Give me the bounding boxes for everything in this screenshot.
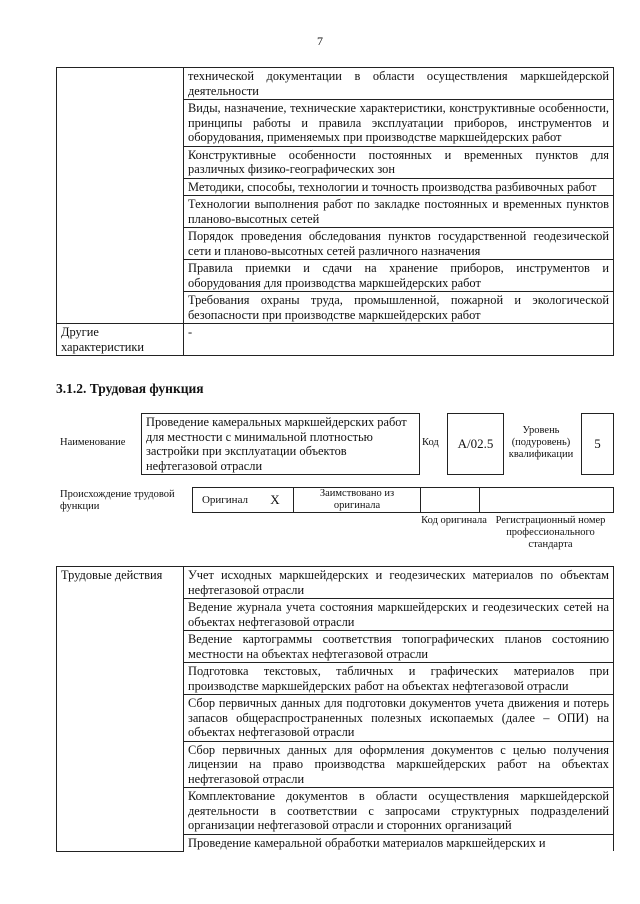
reg-number-cell <box>480 488 614 513</box>
function-code-box: А/02.5 <box>447 413 504 475</box>
name-label: Наименование <box>60 437 126 448</box>
knowledge-item: Виды, назначение, технические характеристики, конструктивные особенности, принципы работы и правила эксплуатации приборов, инструментов и оборудования, применяемых при производстве маркшейдерских работ <box>184 100 614 147</box>
labor-action: Учет исходных маркшейдерских и геодезических материалов по объектам нефтегазовой отрасли <box>184 567 614 599</box>
labor-actions-table <box>56 566 614 852</box>
knowledge-item: Порядок проведения обследования пунктов государственной геодезической сети и планово-высотных сетей различного назначения <box>184 228 614 260</box>
labor-action: Ведение картограммы соответствия топографических планов состоянию местности на объектах нефтегазовой отрасли <box>184 631 614 663</box>
code-label: Код <box>422 437 439 448</box>
original-label: Оригинал <box>193 488 258 513</box>
labor-action: Проведение камеральной обработки материалов маркшейдерских и <box>184 834 614 851</box>
knowledge-item: Технологии выполнения работ по закладке постоянных и временных пунктов планово-высотных сетей <box>184 196 614 228</box>
knowledge-item: Требования охраны труда, промышленной, пожарной и экологической безопасности при производстве маркшейдерских работ <box>184 292 614 324</box>
table-row <box>57 324 614 356</box>
row-label <box>57 68 184 324</box>
knowledge-item: Методики, способы, технологии и точность производства разбивочных работ <box>184 178 614 196</box>
function-name-box: Проведение камеральных маркшейдерских работ для местности с минимальной плотностью застройки при эксплуатации объектов нефтегазовой отрасли <box>141 413 420 475</box>
labor-action: Сбор первичных данных для оформления документов с целью получения лицензии на право производства маркшейдерских работ на объектах нефтегазовой отрасли <box>184 741 614 788</box>
code-cell <box>421 488 480 513</box>
borrowed-label: Заимствовано из оригинала <box>294 488 421 513</box>
table-row <box>193 488 614 513</box>
original-mark: Х <box>257 488 294 513</box>
code-caption: Код оригинала <box>421 515 487 526</box>
table-row <box>57 567 614 599</box>
level-label: Уровень (подуровень) квалификации <box>508 425 574 460</box>
origin-label: Происхождение трудовой функции <box>60 489 175 512</box>
other-characteristics-label: Другие характеристики <box>57 324 184 356</box>
labor-action: Подготовка текстовых, табличных и графических материалов при производстве маркшейдерских работ на объектах нефтегазовой отрасли <box>184 663 614 695</box>
knowledge-table <box>56 67 614 356</box>
knowledge-item: технической документации в области осуществления маркшейдерской деятельности <box>184 68 614 100</box>
qualification-level-box: 5 <box>581 413 614 475</box>
table-row <box>57 68 614 100</box>
labor-action: Ведение журнала учета состояния маркшейдерских и геодезических сетей на объектах нефтегазовой отрасли <box>184 599 614 631</box>
labor-action: Комплектование документов в области осуществления маркшейдерской деятельности в соответствии с запросами структурных подразделений организации нефтегазовой отрасли и сторонних организаций <box>184 788 614 835</box>
labor-actions-label: Трудовые действия <box>57 567 184 852</box>
knowledge-item: Правила приемки и сдачи на хранение приборов, инструментов и оборудования для производства маркшейдерских работ <box>184 260 614 292</box>
origin-table <box>192 487 614 513</box>
other-characteristics-value: - <box>184 324 614 356</box>
reg-caption: Регистрационный номер профессионального стандарта <box>495 515 606 550</box>
knowledge-item: Конструктивные особенности постоянных и временных пунктов для различных физико-географических зон <box>184 146 614 178</box>
section-heading: 3.1.2. Трудовая функция <box>56 381 204 396</box>
labor-action: Сбор первичных данных для подготовки документов учета движения и потерь запасов общераспространенных полезных ископаемых (далее – ОПИ) на объектах нефтегазовой отрасли <box>184 695 614 742</box>
page-number: 7 <box>317 34 323 48</box>
